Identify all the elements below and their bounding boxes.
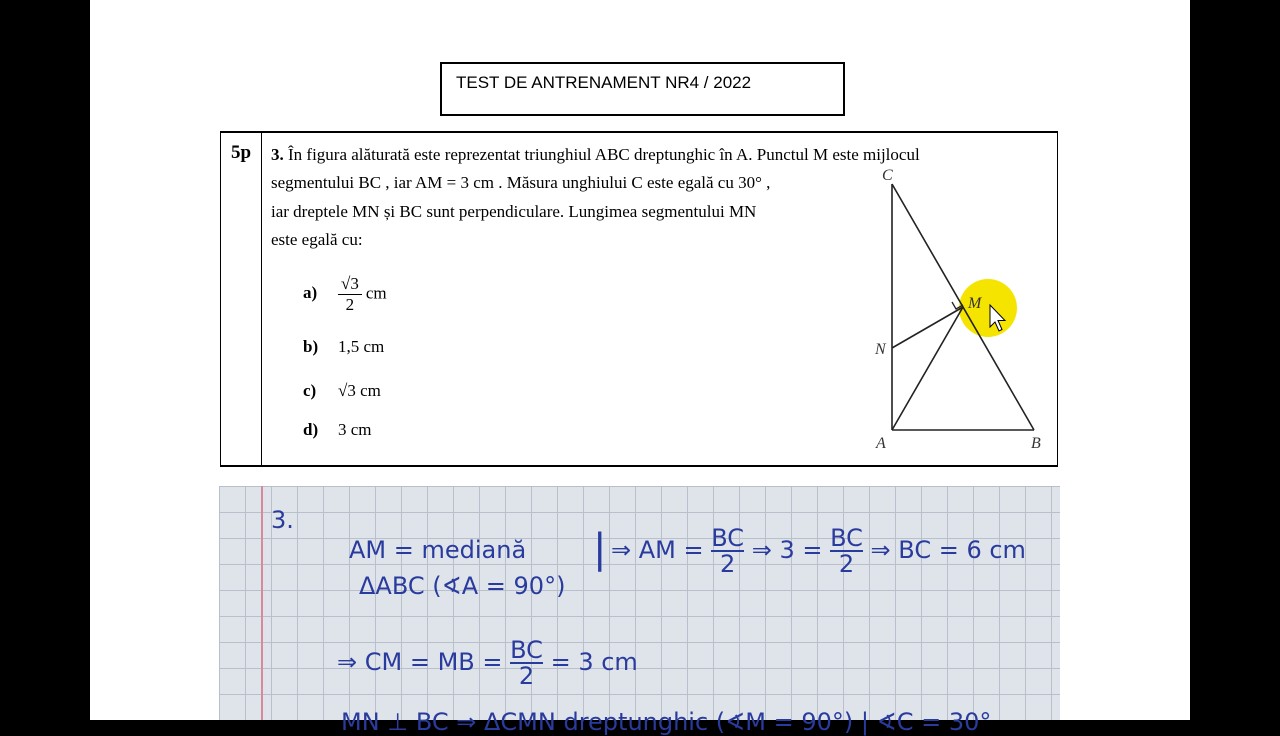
label-M: M bbox=[968, 295, 982, 312]
triangle-figure bbox=[860, 160, 1060, 460]
option-c: c) √3 cm bbox=[303, 381, 381, 400]
hw-number: 3. bbox=[271, 506, 294, 534]
option-a: a) $\frac{√3}{2}$ cm bbox=[303, 274, 387, 314]
hw-line-3: MN ⊥ BC ⇒ ΔCMN dreptunghic (∢M = 90°) | ∢C = 30° bbox=[341, 708, 992, 736]
option-b: b) 1,5 cm bbox=[303, 337, 385, 356]
label-A: A bbox=[876, 435, 886, 452]
segment-MN bbox=[892, 307, 963, 348]
problem-line-3: iar dreptele MN și BC sunt perpendiculare. Lungimea segmentului MN bbox=[271, 201, 757, 221]
problem-line-4: este egală cu: bbox=[271, 230, 363, 249]
handwritten-notes bbox=[219, 486, 1060, 736]
hw-line-1a: AM = mediană bbox=[349, 536, 527, 564]
label-C: C bbox=[882, 167, 893, 184]
problem-number: 3. bbox=[271, 145, 284, 164]
problem-line-1: În figura alăturată este reprezentat triunghiul ABC dreptunghic în A. Punctul M este mijlocul bbox=[288, 145, 920, 164]
problem-text-cont bbox=[271, 169, 851, 255]
segment-AM bbox=[892, 307, 963, 430]
points-cell: 5p bbox=[221, 133, 262, 465]
label-B: B bbox=[1031, 435, 1041, 452]
notebook-margin-line bbox=[261, 486, 263, 720]
hw-bracket: | bbox=[593, 526, 607, 572]
hw-line-2: ⇒ CM = MB = $\frac{BC}{2}$ = 3 cm bbox=[337, 636, 638, 690]
label-N: N bbox=[875, 341, 886, 358]
hw-line-1-right: ⇒ AM = $\frac{BC}{2}$ ⇒ 3 = $\frac{BC}{2}$ ⇒ BC = 6 cm bbox=[611, 524, 1026, 578]
hw-line-1b: ΔABC (∢A = 90°) bbox=[359, 572, 566, 600]
problem-line-2: segmentului BC , iar AM = 3 cm . Măsura unghiului C este egală cu 30° , bbox=[271, 173, 771, 192]
option-d: d) 3 cm bbox=[303, 420, 372, 439]
test-title: TEST DE ANTRENAMENT NR4 / 2022 bbox=[440, 62, 845, 116]
